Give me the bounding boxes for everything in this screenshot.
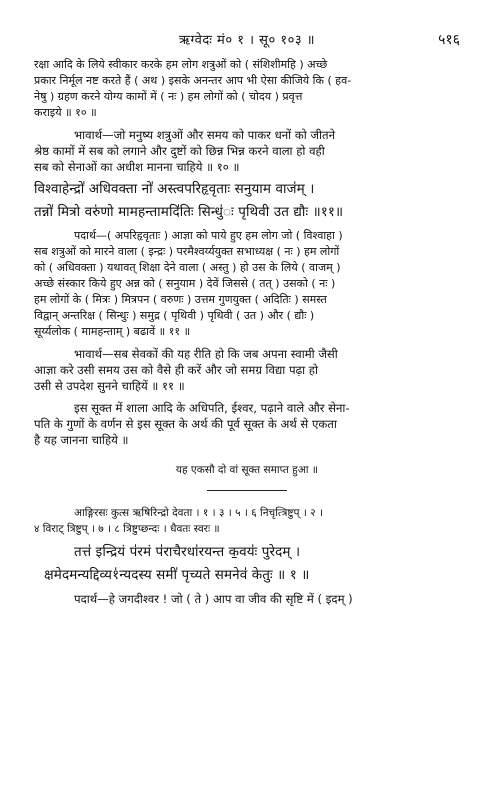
- text-line: है यह जानना चाहिये ॥: [34, 433, 129, 447]
- text-line: प्रकार निर्मूल नष्ट करते हैं ( अथ ) इसके अनन्तर आप भी ऐसा कीजिये कि ( हव-: [34, 74, 352, 87]
- text-line: रक्षा आदि के लिये स्वीकार करके हम लोग शत्रुओं को ( संशिशीमहि ) अच्छे: [34, 58, 328, 71]
- text-line: आज्ञा करे उसी समय उस को वैसे ही करें और जो समग्र विद्या पढ़ा हो: [34, 363, 318, 377]
- mantra-line: क्षमेदमन्यद्दिव्य१॑न्यदस्य समी॑ पृच्यते समनेव॑ केतुः ॥ १ ॥: [44, 567, 310, 583]
- mantra-line: तत्त॑ इन्द्रियं प॑रमं प॑राचैरधा॑रयन्त क॒वयः॑ पुरेदम् ।: [74, 544, 301, 560]
- section-divider: [207, 490, 287, 491]
- text-line: आङ्गिरसः कुत्स ऋषिरिन्द्रो देवता । १ । ३ । ५ । ६ निचृत्त्रिष्टुप् । २ ।: [74, 507, 323, 519]
- text-line: विद्वान् अन्तरिक्ष ( सिन्धुः ) समुद्र ( पृथिवी ) पृथिवी ( उत ) और ( द्यौः ): [34, 309, 315, 322]
- text-line: पति के गुणों के वर्णन से इस सूक्त के अर्थ की पूर्व सूक्त के अर्थ से एकता: [34, 417, 337, 431]
- text-line: अच्छे संस्कार किये हुए अन्न को ( सनुयाम ) देवें जिससे ( तत् ) उसको ( नः ): [34, 277, 336, 290]
- text-line: पदार्थ—( अपरिहृवृताः ) आज्ञा को पाये हुए हम लोग जो ( विश्वाहा ): [74, 229, 343, 242]
- text-line: उसी से उपदेश सुनने चाहियें ॥ ११ ॥: [34, 379, 185, 393]
- mantra-1: [34, 541, 460, 587]
- page-number: ५१६: [438, 32, 460, 48]
- padarth-1: [34, 591, 460, 607]
- text-line: पदार्थ—हे जगदीश्वर ! जो ( ते ) आप वा जीव की सृष्टि में ( इदम् ): [74, 592, 353, 606]
- text-line: को ( अधिवक्ता ) यथावत् शिक्षा देने वाला ( अस्तु ) हो उस के लिये ( वाजम् ): [34, 261, 341, 274]
- bhavarth-11: [34, 346, 460, 394]
- mantra-line: विश्वाहेन्द्रो॑ अधिवक्ता नो॑ अस्त्वपरिहृवृताः सनुयाम वाज॑म् ।: [34, 181, 315, 197]
- text-line: इस सूक्त में शाला आदि के अधिपति, ईश्वर, पढ़ाने वाले और सेना-: [74, 401, 350, 415]
- text-line: सूर्य्यलोक ( मामहन्ताम् ) बढावें ॥ ११ ॥: [34, 325, 191, 338]
- text-line: श्रेष्ठ कामों में सब को लगाने और दुष्टों को छिन्न भिन्न करने वाला हो वही: [34, 144, 325, 158]
- padarth-11: [34, 228, 460, 340]
- commentary-continued: [34, 57, 460, 121]
- text-line: हम लोगों के ( मित्रः ) मित्रपन ( वरुणः ) उत्तम गुणयुक्त ( अदितिः ) समस्त: [34, 293, 327, 306]
- text-line: सब शत्रुओं को मारने वाला ( इन्द्रः ) परमैश्वर्य्ययुक्त सभाध्यक्ष ( नः ) हम लोगों: [34, 245, 340, 258]
- text-line: नेषु ) ग्रहण करने योग्य कामों में ( नः ) हम लोगों को ( चोदय ) प्रवृत्त: [34, 90, 303, 103]
- sukta-103-meta: [34, 505, 460, 537]
- running-title: ऋग्वेदः मं० १ । सू० १०३ ॥: [178, 33, 316, 48]
- text-line: भावार्थ—जो मनुष्य शत्रुओं और समय को पाकर धनों को जीतने: [74, 128, 336, 142]
- sukta-summary: [34, 400, 460, 448]
- text-line: ४ विराट् त्रिष्टुप् । ७ । ८ त्रिष्टुप्छन्दः । धैवतः स्वरः ॥: [34, 523, 220, 535]
- bhavarth-10: [34, 127, 460, 175]
- text-line: भावार्थ—सब सेवकों की यह रीति हो कि जब अपना स्वामी जैसी: [74, 347, 338, 361]
- page-header: [34, 30, 460, 49]
- mantra-line: तन्नो॑ मित्रो वरु॑णो मामहन्तामदि॑तिः सिन्धु॑ः पृथिवी उत द्यौः ॥११॥: [34, 204, 344, 220]
- sukta-closing-line: यह एकसौ दो वां सूक्त समाप्त हुआ ॥: [175, 464, 319, 476]
- text-line: सब को सेनाओं का अधीश मानना चाहिये ॥ १० ॥: [34, 160, 240, 174]
- mantra-11: [34, 178, 460, 224]
- text-line: कराइये ॥ १० ॥: [34, 106, 97, 119]
